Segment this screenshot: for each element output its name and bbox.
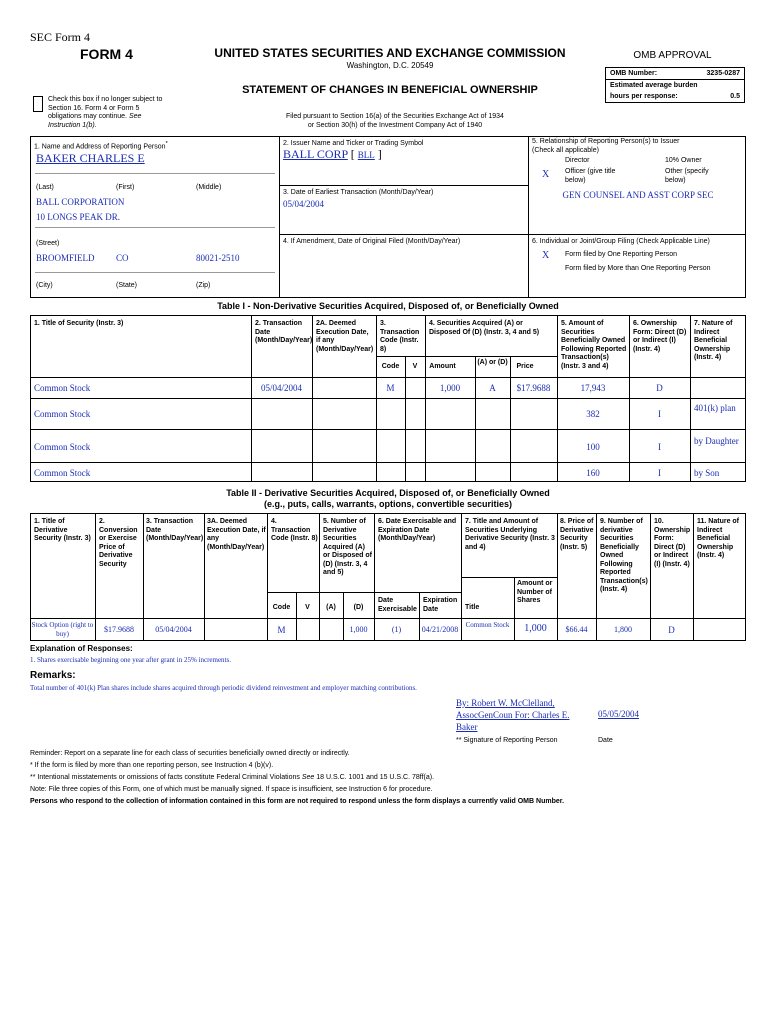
t1-h6: 6. Ownership Form: Direct (D) or Indirect (I) (Instr. 4): [633, 320, 687, 353]
box2-label: 2. Issuer Name and Ticker or Trading Symbol: [283, 140, 424, 147]
officer-check-mark: X: [542, 169, 550, 180]
first-label: (First): [116, 184, 135, 191]
date-label: Date: [598, 737, 613, 744]
t1-row1-code: M: [386, 383, 395, 393]
t1-row3-nature: by Daughter: [694, 436, 739, 446]
t2-sub-exercisable: Date Exercisable: [378, 597, 417, 613]
explanation-title: Explanation of Responses:: [30, 644, 133, 653]
omb-box: OMB Number: 3235-0287 Estimated average burden hours per response: 0.5: [605, 67, 745, 103]
ten-percent-owner-option: 10% Owner: [665, 157, 702, 164]
box4-label: 4. If Amendment, Date of Original Filed (Month/Day/Year): [283, 238, 461, 245]
reporting-person-name[interactable]: BAKER CHARLES E: [36, 151, 145, 165]
t2-h6: 6. Date Exercisable and Expiration Date (Month/Day/Year): [378, 518, 457, 542]
t1-sub-code: Code: [381, 363, 400, 370]
t1-h7: 7. Nature of Indirect Beneficial Ownership (Instr. 4): [694, 320, 733, 361]
t2-row-date: 05/04/2004: [155, 625, 192, 634]
t1-row3-form: I: [658, 442, 661, 452]
earliest-transaction-date: 05/04/2004: [283, 199, 325, 209]
t2-row-exercisable: (1): [391, 625, 402, 634]
signature-date: 05/05/2004: [598, 709, 640, 719]
t1-h5: 5. Amount of Securities Beneficially Owned Following Reported Transaction(s) (Instr. 3 and 4): [561, 320, 627, 370]
t1-row4-title: Common Stock: [34, 468, 91, 478]
t2-h4: 4. Transaction Code (Instr. 8): [271, 518, 318, 542]
other-option: Other (specify below): [665, 168, 709, 184]
officer-title: GEN COUNSEL AND ASST CORP SEC: [562, 190, 714, 200]
street-label: (Street): [36, 240, 60, 247]
t1-h2a: 2A. Deemed Execution Date, if any (Month/Day/Year): [316, 320, 374, 353]
t1-sub-amount: Amount: [429, 363, 456, 370]
officer-option: Officer (give title below): [565, 168, 616, 184]
t2-row-code: M: [277, 625, 286, 635]
state-value: CO: [116, 253, 129, 263]
t2-sub-title: Title: [465, 604, 480, 611]
t1-row2-title: Common Stock: [34, 409, 91, 419]
t1-row1-title: Common Stock: [34, 383, 91, 393]
t1-row1-price: $17.9688: [516, 383, 551, 393]
zip-label: (Zip): [196, 282, 211, 289]
t1-h4: 4. Securities Acquired (A) or Disposed Of (D) (Instr. 3, 4 and 5): [429, 320, 540, 336]
omb-approval-title: OMB APPROVAL: [633, 50, 712, 61]
t1-row1-form: D: [656, 383, 663, 393]
t1-row1-ad: A: [489, 383, 496, 393]
t1-h3: 3. Transaction Code (Instr. 8): [380, 320, 420, 353]
remarks-title: Remarks:: [30, 670, 76, 681]
t1-row4-form: I: [658, 468, 661, 478]
footer-notes: Reminder: Report on a separate line for each class of securities beneficially owned directly or indirectly. * If the form is filed by more than one reporting person, see Instruction 4 (b)(v). ** Intentional misstatements or omissions of facts constitute Federal Criminal Violations See 18 U.S.C. 1001 and 15 U.S.C. 78ff(a). Note: File three copies of this Form, one of which must be manually signed. If space is insufficient, see Instruction 6 for procedure. Persons who respond to the collection of information contained in this form are not required to respond unless the form displays a currently valid OMB Number.: [30, 750, 565, 805]
t2-h10: 10. Ownership Form: Direct (D) or Indirect (I) (Instr. 4): [654, 518, 691, 568]
t2-row-title: Stock Option (right to buy): [31, 621, 94, 638]
t1-row1-owned: 17,943: [580, 383, 606, 393]
t1-h1: 1. Title of Security (Instr. 3): [34, 320, 124, 327]
box3-label: 3. Date of Earliest Transaction (Month/Day/Year): [283, 189, 434, 196]
city-label: (City): [36, 282, 53, 289]
t1-sub-v: V: [412, 363, 418, 370]
state-label: (State): [116, 282, 138, 289]
t2-h2: 2. Conversion or Exercise Price of Derivative Security: [99, 518, 138, 568]
no-longer-subject-checkbox[interactable]: [33, 96, 43, 112]
t1-row2-owned: 382: [586, 409, 600, 419]
company-name: BALL CORPORATION: [36, 197, 125, 207]
t2-h7: 7. Title and Amount of Securities Underlying Derivative Security (Instr. 3 and 4): [465, 518, 555, 551]
director-option: Director: [565, 157, 590, 164]
box6-label: 6. Individual or Joint/Group Filing (Check Applicable Line): [532, 238, 710, 245]
t2-h5: 5. Number of Derivative Securities Acquired (A) or Disposed of (D) (Instr. 3, 4 and 5): [323, 518, 373, 576]
t2-row-price: $17.9688: [104, 625, 134, 634]
t2-h11: 11. Nature of Indirect Beneficial Ownership (Instr. 4): [697, 518, 740, 559]
t2-h9: 9. Number of derivative Securities Beneficially Owned Following Reported Transaction(s) (Instr. 4): [600, 518, 648, 593]
zip-value: 80021-2510: [196, 253, 240, 263]
remarks-text: Total number of 401(k) Plan shares include shares acquired through periodic dividend reinvestment and employer matching contributions.: [30, 684, 417, 692]
t1-row4-nature: by Son: [694, 468, 720, 478]
issuer-line: BALL CORP [ BLL ]: [283, 147, 382, 161]
t1-sub-price: Price: [516, 363, 534, 370]
t2-sub-v: V: [305, 604, 310, 611]
t2-sub-a: (A): [326, 604, 336, 611]
box1-label: 1. Name and Address of Reporting Person*: [34, 141, 168, 151]
table2-subtitle: (e.g., puts, calls, warrants, options, convertible securities): [263, 499, 513, 509]
middle-label: (Middle): [196, 184, 222, 191]
filed-pursuant: Filed pursuant to Section 16(a) of the Securities Exchange Act of 1934 or Section 30(h) of the Investment Company Act of 1940: [286, 113, 504, 129]
t1-row2-form: I: [658, 409, 661, 419]
agency-city: Washington, D.C. 20549: [346, 61, 434, 70]
t2-sub-amount: Amount or Number of Shares: [517, 580, 553, 604]
city-value: BROOMFIELD: [36, 253, 95, 263]
box5-label: 5. Relationship of Reporting Person(s) to Issuer (Check all applicable): [532, 138, 680, 154]
t2-h3a: 3A. Deemed Execution Date, if any (Month/Day/Year): [207, 518, 266, 551]
last-label: (Last): [36, 184, 54, 191]
checkbox-instruction: Check this box if no longer subject to Section 16. Form 4 or Form 5 obligations may continue. See Instruction 1(b).: [48, 96, 163, 129]
ticker-symbol[interactable]: BLL: [357, 150, 375, 160]
t2-row-derivative-price: $66.44: [565, 625, 588, 634]
t2-h3: 3. Transaction Date (Month/Day/Year): [146, 518, 204, 542]
explanation-line1: 1. Shares exercisable beginning one year after grant in 25% increments.: [30, 656, 231, 664]
street-address: 10 LONGS PEAK DR.: [36, 212, 121, 222]
t2-sub-d: (D): [353, 604, 364, 611]
t1-row1-amount: 1,000: [439, 383, 461, 393]
t1-row3-title: Common Stock: [34, 442, 91, 452]
agency-title: UNITED STATES SECURITIES AND EXCHANGE COMMISSION: [214, 46, 566, 60]
t2-h1: 1. Title of Derivative Security (Instr. 3): [34, 518, 91, 542]
t2-row-underlying-amount: 1,000: [524, 623, 547, 634]
t1-row2-nature: 401(k) plan: [694, 403, 736, 413]
signature-label: ** Signature of Reporting Person: [456, 737, 558, 744]
table1-title: Table I - Non-Derivative Securities Acquired, Disposed of, or Beneficially Owned: [217, 301, 559, 311]
one-reporting-person-option: Form filed by One Reporting Person: [565, 251, 678, 258]
form-number: FORM 4: [80, 46, 133, 62]
t2-sub-code: Code: [272, 604, 291, 611]
t1-h2: 2. Transaction Date (Month/Day/Year): [255, 320, 313, 344]
t1-row1-date: 05/04/2004: [260, 383, 302, 393]
t2-h8: 8. Price of Derivative Security (Instr. 5): [560, 518, 594, 551]
more-reporting-person-option: Form filed by More than One Reporting Person: [565, 265, 711, 272]
statement-title: STATEMENT OF CHANGES IN BENEFICIAL OWNERSHIP: [242, 84, 538, 96]
t2-row-expiration: 04/21/2008: [421, 625, 459, 634]
table2-title: Table II - Derivative Securities Acquired, Disposed of, or Beneficially Owned: [226, 488, 550, 498]
t1-sub-ad: (A) or (D): [477, 359, 508, 366]
sec-form-label: SEC Form 4: [30, 30, 91, 44]
t1-row3-owned: 100: [586, 442, 600, 452]
t2-row-form: D: [668, 625, 675, 635]
one-reporting-person-mark: X: [542, 250, 550, 261]
t1-row4-owned: 160: [586, 468, 600, 478]
signature-block: By: Robert W. McClelland, AssocGenCoun For: Charles E. Baker: [456, 698, 570, 732]
t2-sub-expiration: Expiration Date: [423, 597, 458, 613]
t2-row-d: 1,000: [349, 625, 368, 634]
issuer-name[interactable]: BALL CORP: [283, 147, 348, 161]
t2-row-underlying-title: Common Stock: [465, 621, 510, 629]
t2-row-owned: 1,800: [614, 625, 632, 634]
